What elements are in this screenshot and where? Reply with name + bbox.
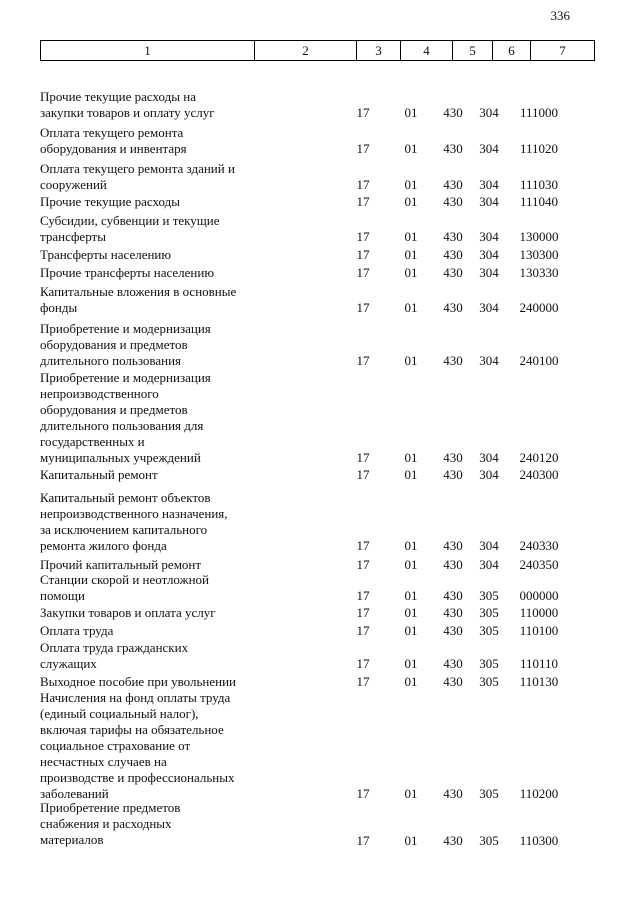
- row-code-c5: 430: [443, 353, 463, 368]
- row-description: Приобретение предметов снабжения и расходных материалов: [40, 800, 181, 847]
- row-code-c5: 430: [443, 786, 463, 801]
- row-code-c6: 305: [479, 588, 499, 603]
- row-code-c6: 304: [479, 557, 499, 572]
- row-code-c4: 01: [404, 450, 418, 465]
- row-code-c5: 430: [443, 588, 463, 603]
- row-code-c7: 130300: [519, 247, 559, 262]
- row-code-c6: 305: [479, 656, 499, 671]
- row-code-c5: 430: [443, 605, 463, 620]
- row-code-c7: 240330: [519, 538, 559, 553]
- row-code-c3: 17: [356, 300, 370, 315]
- row-code-c4: 01: [404, 557, 418, 572]
- row-code-c6: 304: [479, 538, 499, 553]
- row-code-c5: 430: [443, 177, 463, 192]
- row-code-c3: 17: [356, 450, 370, 465]
- row-code-c3: 17: [356, 194, 370, 209]
- row-code-c4: 01: [404, 588, 418, 603]
- row-code-c3: 17: [356, 557, 370, 572]
- row-description: Капитальный ремонт: [40, 467, 158, 482]
- row-code-c4: 01: [404, 605, 418, 620]
- row-code-c5: 430: [443, 623, 463, 638]
- row-description: Начисления на фонд оплаты труда (единый социальный налог), включая тарифы на обязательное социальное страхование от несчастных случаев на производстве и профессиональных заболеваний: [40, 690, 235, 801]
- column-header-4: 4: [401, 41, 453, 61]
- row-code-c3: 17: [356, 177, 370, 192]
- row-code-c6: 305: [479, 833, 499, 848]
- row-code-c6: 304: [479, 229, 499, 244]
- row-description: Выходное пособие при увольнении: [40, 674, 236, 689]
- row-code-c7: 111000: [519, 105, 559, 120]
- row-description: Приобретение и модернизация непроизводственного оборудования и предметов длительного пользования для государственных и муниципальных учреждений: [40, 370, 211, 465]
- row-code-c6: 305: [479, 786, 499, 801]
- row-description: Капитальный ремонт объектов непроизводственного назначения, за исключением капитального ремонта жилого фонда: [40, 490, 228, 553]
- row-code-c7: 000000: [519, 588, 559, 603]
- page-number: 336: [550, 8, 570, 23]
- row-code-c6: 304: [479, 300, 499, 315]
- row-code-c3: 17: [356, 656, 370, 671]
- column-header-6: 6: [493, 41, 531, 61]
- row-code-c6: 304: [479, 141, 499, 156]
- row-code-c4: 01: [404, 467, 418, 482]
- row-code-c4: 01: [404, 141, 418, 156]
- row-code-c6: 304: [479, 353, 499, 368]
- row-code-c6: 305: [479, 605, 499, 620]
- row-description: Приобретение и модернизация оборудования и предметов длительного пользования: [40, 321, 211, 368]
- row-code-c7: 111030: [519, 177, 559, 192]
- row-code-c6: 304: [479, 450, 499, 465]
- column-header-1: 1: [41, 41, 255, 61]
- row-code-c5: 430: [443, 105, 463, 120]
- row-code-c6: 305: [479, 623, 499, 638]
- row-code-c3: 17: [356, 538, 370, 553]
- row-code-c3: 17: [356, 623, 370, 638]
- row-code-c4: 01: [404, 353, 418, 368]
- row-code-c3: 17: [356, 605, 370, 620]
- row-code-c5: 430: [443, 229, 463, 244]
- row-code-c7: 240300: [519, 467, 559, 482]
- row-code-c7: 110110: [519, 656, 559, 671]
- row-description: Станции скорой и неотложной помощи: [40, 572, 209, 603]
- row-code-c5: 430: [443, 300, 463, 315]
- row-code-c4: 01: [404, 265, 418, 280]
- row-code-c4: 01: [404, 177, 418, 192]
- row-code-c7: 111040: [519, 194, 559, 209]
- row-description: Оплата текущего ремонта оборудования и инвентаря: [40, 125, 187, 156]
- column-header-5: 5: [453, 41, 493, 61]
- row-code-c5: 430: [443, 833, 463, 848]
- row-code-c7: 240100: [519, 353, 559, 368]
- row-code-c3: 17: [356, 247, 370, 262]
- row-description: Трансферты населению: [40, 247, 172, 262]
- row-code-c4: 01: [404, 623, 418, 638]
- row-description: Субсидии, субвенции и текущие трансферты: [40, 213, 220, 244]
- row-code-c5: 430: [443, 450, 463, 465]
- column-header-2: 2: [255, 41, 357, 61]
- row-code-c5: 430: [443, 194, 463, 209]
- row-description: Оплата труда гражданских служащих: [40, 640, 189, 671]
- row-code-c6: 304: [479, 265, 499, 280]
- row-code-c5: 430: [443, 557, 463, 572]
- row-code-c7: 111020: [519, 141, 559, 156]
- row-code-c4: 01: [404, 656, 418, 671]
- row-code-c4: 01: [404, 229, 418, 244]
- row-code-c4: 01: [404, 538, 418, 553]
- row-code-c5: 430: [443, 467, 463, 482]
- column-header-3: 3: [357, 41, 401, 61]
- row-code-c5: 430: [443, 674, 463, 689]
- row-code-c3: 17: [356, 105, 370, 120]
- row-code-c4: 01: [404, 300, 418, 315]
- row-code-c4: 01: [404, 833, 418, 848]
- row-code-c4: 01: [404, 194, 418, 209]
- row-code-c7: 110130: [519, 674, 559, 689]
- row-description: Закупки товаров и оплата услуг: [40, 605, 216, 620]
- row-description: Прочий капитальный ремонт: [40, 557, 202, 572]
- row-code-c6: 304: [479, 247, 499, 262]
- row-code-c6: 305: [479, 674, 499, 689]
- row-code-c3: 17: [356, 467, 370, 482]
- row-description: Оплата текущего ремонта зданий и сооружений: [40, 161, 235, 192]
- row-code-c5: 430: [443, 247, 463, 262]
- row-code-c6: 304: [479, 467, 499, 482]
- row-code-c3: 17: [356, 353, 370, 368]
- row-code-c7: 240350: [519, 557, 559, 572]
- column-header-7: 7: [531, 41, 595, 61]
- row-code-c7: 130000: [519, 229, 559, 244]
- row-code-c7: 110100: [519, 623, 559, 638]
- row-code-c3: 17: [356, 674, 370, 689]
- row-code-c7: 110200: [519, 786, 559, 801]
- row-code-c3: 17: [356, 265, 370, 280]
- row-code-c4: 01: [404, 674, 418, 689]
- row-code-c6: 304: [479, 194, 499, 209]
- row-code-c3: 17: [356, 588, 370, 603]
- row-description: Прочие текущие расходы на закупки товаров и оплату услуг: [40, 89, 215, 120]
- row-code-c5: 430: [443, 265, 463, 280]
- row-code-c4: 01: [404, 786, 418, 801]
- row-code-c7: 130330: [519, 265, 559, 280]
- row-code-c3: 17: [356, 833, 370, 848]
- row-code-c5: 430: [443, 656, 463, 671]
- row-code-c5: 430: [443, 538, 463, 553]
- row-code-c7: 110300: [519, 833, 559, 848]
- row-code-c4: 01: [404, 105, 418, 120]
- row-description: Прочие текущие расходы: [40, 194, 180, 209]
- row-code-c7: 110000: [519, 605, 559, 620]
- row-code-c5: 430: [443, 141, 463, 156]
- row-code-c3: 17: [356, 786, 370, 801]
- row-code-c6: 304: [479, 177, 499, 192]
- row-code-c6: 304: [479, 105, 499, 120]
- row-code-c7: 240000: [519, 300, 559, 315]
- row-description: Капитальные вложения в основные фонды: [40, 284, 237, 315]
- row-code-c4: 01: [404, 247, 418, 262]
- row-code-c3: 17: [356, 141, 370, 156]
- row-code-c3: 17: [356, 229, 370, 244]
- row-description: Прочие трансферты населению: [40, 265, 215, 280]
- row-code-c7: 240120: [519, 450, 559, 465]
- row-description: Оплата труда: [40, 623, 114, 638]
